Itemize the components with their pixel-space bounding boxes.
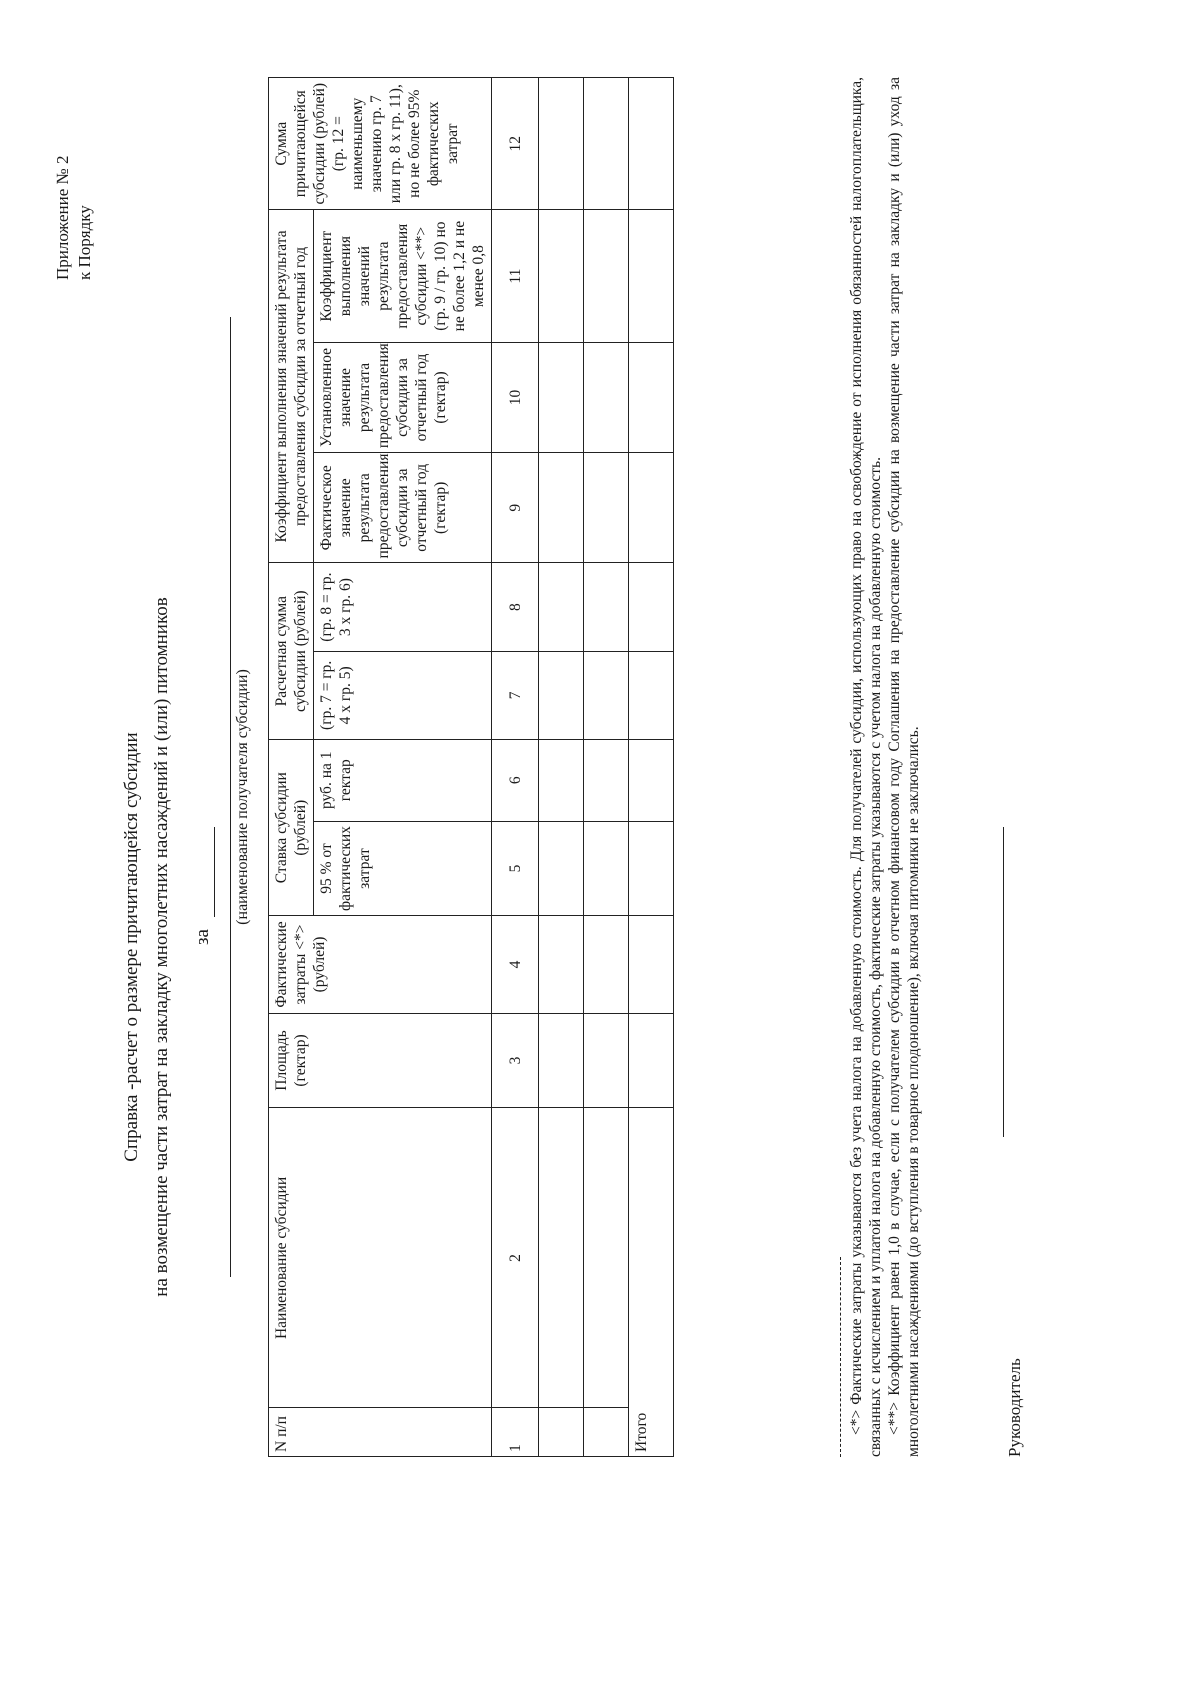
- header-name: Наименование субсидии: [269, 1108, 492, 1408]
- column-number: 8: [492, 563, 539, 651]
- appendix-number: Приложение № 2: [53, 155, 72, 280]
- table-cell: [539, 821, 584, 916]
- table-cell: [584, 342, 629, 452]
- table-cell: [539, 739, 584, 821]
- document-subtitle: на возмещение части затрат на закладку многолетних насаждений и (или) питомников: [151, 597, 172, 1297]
- header-coef-ratio: Коэффициент выполнения значений результата предоставления субсидии <**> (гр. 9 / гр. 10) но не более 1,2 и не менее 0,8: [314, 210, 492, 342]
- table-cell: [584, 78, 629, 210]
- column-number: 12: [492, 78, 539, 210]
- column-number: 10: [492, 342, 539, 452]
- table-cell: [584, 1408, 629, 1457]
- table-cell: [539, 1013, 584, 1108]
- footnote-coefficient: <**> Коэффициент равен 1,0 в случае, если с получателем субсидии в отчетном финансовом году Соглашения на предоставление субсидии на возмещение части затрат на закладку и (или) уход за многолетними насаждениями (до вступления в товарное плодоношение), включая питомники не заключались.: [886, 77, 922, 1457]
- table-cell: [584, 739, 629, 821]
- header-num: N п/п: [269, 1408, 492, 1457]
- table-cell: [539, 210, 584, 342]
- table-cell: [584, 453, 629, 563]
- table-cell: [629, 651, 674, 739]
- column-number: 5: [492, 821, 539, 916]
- table-cell: [539, 453, 584, 563]
- column-number: 11: [492, 210, 539, 342]
- column-number: 2: [492, 1108, 539, 1408]
- table-cell: [629, 453, 674, 563]
- table-cell: [629, 78, 674, 210]
- table-cell: [539, 916, 584, 1013]
- header-calc-col7: (гр. 7 = гр. 4 x гр. 5): [314, 651, 492, 739]
- head-signature-label: Руководитель: [1005, 1358, 1024, 1457]
- signature-line: [1003, 827, 1004, 1137]
- table-row: [539, 78, 584, 1457]
- appendix-reference: [52, 60, 96, 280]
- table-cell: [539, 78, 584, 210]
- table-cell: [629, 563, 674, 651]
- footnote-actual-costs: <*> Фактические затраты указываются без учета налога на добавленную стоимость. Для получателей субсидии, использующих право на освобождение от исполнения обязанностей налогоплательщика, связанных с исчислением и уплатой налога на добавленную стоимость, фактические затраты указываются с учетом налога на добавленную стоимость.: [848, 77, 884, 1457]
- header-coef-planned: Установленное значение результата предоставления субсидии за отчетный год (гектар): [314, 342, 492, 452]
- table-cell: [584, 651, 629, 739]
- header-rate-percent: 95 % от фактических затрат: [314, 821, 492, 916]
- table-cell: [629, 210, 674, 342]
- subsidy-calculation-table: [268, 77, 674, 1457]
- period-blank-line: [214, 827, 215, 917]
- header-due-sum: Сумма причитающейся субсидии (рублей) (гр. 12 = наименьшему значению гр. 7 или гр. 8 x гр. 11), но не более 95% фактических затрат: [269, 78, 492, 210]
- column-number: 4: [492, 916, 539, 1013]
- table-cell: [539, 342, 584, 452]
- table-row: [584, 78, 629, 1457]
- table-cell: [584, 1013, 629, 1108]
- table-cell: [629, 1013, 674, 1108]
- header-rate-per-hectare: руб. на 1 гектар: [314, 739, 492, 821]
- column-number: 1: [492, 1408, 539, 1457]
- header-coefficient: Коэффициент выполнения значений результата предоставления субсидии за отчетный год: [269, 210, 314, 563]
- header-area: Площадь (гектар): [269, 1013, 492, 1108]
- total-row: [629, 78, 674, 1457]
- recipient-caption: (наименование получателя субсидии): [234, 669, 251, 925]
- table-cell: [539, 1108, 584, 1408]
- column-number: 7: [492, 651, 539, 739]
- table-cell: [629, 821, 674, 916]
- period-label: за: [192, 929, 213, 945]
- total-label: Итого: [629, 1108, 674, 1457]
- header-rate: Ставка субсидии (рублей): [269, 739, 314, 916]
- document-title: Справка -расчет о размере причитающейся субсидии: [121, 732, 142, 1162]
- table-cell: [629, 916, 674, 1013]
- table-cell: [539, 651, 584, 739]
- appendix-order: к Порядку: [75, 205, 94, 280]
- table-cell: [584, 916, 629, 1013]
- table-cell: [629, 739, 674, 821]
- header-calc-sum: Расчетная сумма субсидии (рублей): [269, 563, 314, 740]
- table-cell: [539, 1408, 584, 1457]
- column-number: 3: [492, 1013, 539, 1108]
- table-cell: [539, 563, 584, 651]
- column-number: 9: [492, 453, 539, 563]
- column-number-row: [492, 78, 539, 1457]
- column-number: 6: [492, 739, 539, 821]
- header-calc-col8: (гр. 8 = гр. 3 x гр. 6): [314, 563, 492, 651]
- table-cell: [584, 1108, 629, 1408]
- table-header-row: [269, 78, 314, 1457]
- header-actual-costs: Фактические затраты <*> (рублей): [269, 916, 492, 1013]
- footnotes: [840, 77, 923, 1457]
- footnote-separator: [840, 1257, 841, 1457]
- header-coef-actual: Фактическое значение результата предоставления субсидии за отчетный год (гектар): [314, 453, 492, 563]
- table-cell: [584, 210, 629, 342]
- recipient-blank-line: [230, 317, 231, 1277]
- table-cell: [584, 821, 629, 916]
- table-cell: [629, 342, 674, 452]
- table-cell: [584, 563, 629, 651]
